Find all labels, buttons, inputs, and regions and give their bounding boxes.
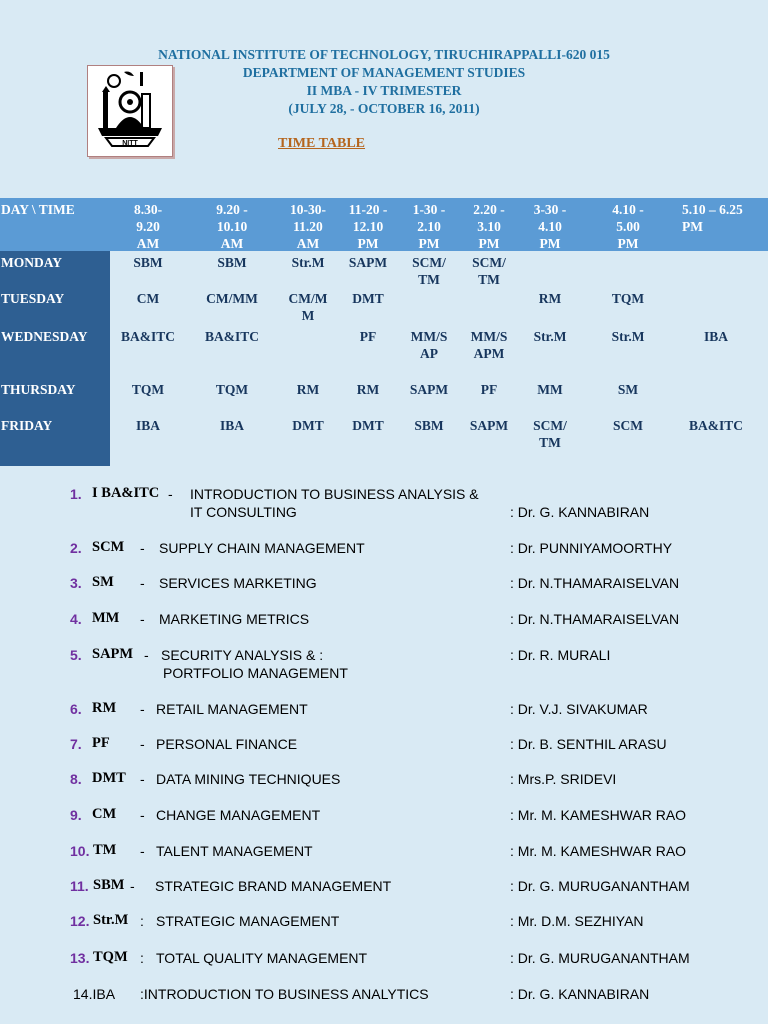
legend-separator: - bbox=[140, 540, 145, 556]
course-cell: TQM bbox=[131, 382, 165, 397]
course-cell: RM bbox=[356, 382, 380, 397]
time-slot-header: 5.10 – 6.25 PM bbox=[682, 202, 743, 234]
time-slot-header: 10-30- 11.20 AM bbox=[290, 202, 326, 251]
page-title: TIME TABLE bbox=[278, 136, 366, 151]
day-label: MONDAY bbox=[0, 251, 110, 287]
legend-professor: : Mr. M. KAMESHWAR RAO bbox=[510, 807, 687, 823]
table-row bbox=[0, 414, 768, 466]
legend-professor: : Mrs.P. SRIDEVI bbox=[510, 771, 617, 787]
legend-number: 13. bbox=[70, 950, 90, 966]
timetable bbox=[0, 198, 768, 466]
legend-description: TOTAL QUALITY MANAGEMENT bbox=[156, 950, 368, 966]
time-slot-header: 3-30 - 4.10 PM bbox=[533, 202, 567, 251]
course-cell: DMT bbox=[352, 418, 384, 433]
date-range: (JULY 28, - OCTOBER 16, 2011) bbox=[288, 101, 480, 116]
time-slot-header: 11-20 - 12.10 PM bbox=[348, 202, 388, 251]
course-cell: BA&ITC bbox=[688, 418, 743, 433]
course-cell: SCM/ TM bbox=[472, 255, 506, 287]
course-cell: CM bbox=[136, 291, 160, 306]
legend-separator: - bbox=[140, 701, 145, 717]
course-cell: MM/S AP bbox=[410, 329, 448, 361]
legend-number: 11. bbox=[70, 878, 89, 894]
legend-abbreviation: PF bbox=[92, 735, 110, 751]
legend-professor: : Dr. G. MURUGANANTHAM bbox=[510, 950, 690, 966]
course-cell: RM bbox=[538, 291, 562, 306]
course-cell: DMT bbox=[352, 291, 384, 306]
legend-description: SERVICES MARKETING bbox=[159, 575, 317, 591]
legend-number: 5. bbox=[70, 647, 82, 663]
legend-separator: - bbox=[140, 771, 145, 787]
course-cell: BA&ITC bbox=[204, 329, 259, 344]
legend-separator: - bbox=[130, 878, 135, 894]
day-label: WEDNESDAY bbox=[0, 325, 110, 378]
course-cell: SAPM bbox=[348, 255, 388, 270]
legend-number: 4. bbox=[70, 611, 82, 627]
legend-abbreviation: SM bbox=[92, 574, 114, 590]
legend-description: SECURITY ANALYSIS & : bbox=[161, 647, 324, 663]
course-cell: RM bbox=[296, 382, 320, 397]
legend-abbreviation: SAPM bbox=[92, 646, 134, 662]
legend-description: CHANGE MANAGEMENT bbox=[156, 807, 321, 823]
course-cell: SBM bbox=[133, 255, 163, 270]
legend-separator: - bbox=[168, 486, 173, 502]
legend-abbreviation: SCM bbox=[92, 539, 125, 555]
legend-description: TALENT MANAGEMENT bbox=[156, 843, 313, 859]
legend-number: 3. bbox=[70, 575, 82, 591]
legend-separator: - bbox=[140, 611, 145, 627]
course-cell: SAPM bbox=[409, 382, 449, 397]
legend-number: 12. bbox=[70, 913, 90, 929]
logo-text: NITT bbox=[122, 140, 138, 147]
course-cell: IBA bbox=[703, 329, 728, 344]
legend-description: MARKETING METRICS bbox=[159, 611, 310, 627]
course-cell: SBM bbox=[217, 255, 247, 270]
legend-abbreviation: SBM bbox=[93, 877, 125, 893]
legend-abbreviation: DMT bbox=[92, 770, 126, 786]
legend-separator: : bbox=[140, 913, 144, 929]
course-cell: SCM/ TM bbox=[412, 255, 446, 287]
time-slot-header: 9.20 - 10.10 AM bbox=[216, 202, 248, 251]
legend-professor: : Dr. R. MURALI bbox=[510, 647, 611, 663]
legend-professor: : Dr. B. SENTHIL ARASU bbox=[510, 736, 667, 752]
course-cell: Str.M bbox=[291, 255, 325, 270]
legend-professor: : Dr. G. KANNABIRAN bbox=[510, 986, 650, 1002]
course-cell: SM bbox=[617, 382, 639, 397]
time-slot-header: 4.10 - 5.00 PM bbox=[612, 202, 644, 251]
time-slot-header: 2.20 - 3.10 PM bbox=[473, 202, 505, 251]
nitt-emblem-icon bbox=[88, 66, 172, 156]
legend-number: 7. bbox=[70, 736, 82, 752]
course-cell: IBA bbox=[219, 418, 244, 433]
legend-description: SUPPLY CHAIN MANAGEMENT bbox=[159, 540, 365, 556]
course-cell: SCM bbox=[613, 418, 643, 433]
legend-separator: : bbox=[140, 950, 144, 966]
legend-abbreviation: TQM bbox=[93, 949, 128, 965]
course-cell: Str.M bbox=[611, 329, 645, 344]
legend-number: 1. bbox=[70, 486, 82, 502]
legend-description: STRATEGIC MANAGEMENT bbox=[156, 913, 340, 929]
legend-number: 14.IBA bbox=[73, 986, 116, 1002]
legend-description: STRATEGIC BRAND MANAGEMENT bbox=[155, 878, 392, 894]
legend-number: 8. bbox=[70, 771, 82, 787]
legend-separator: - bbox=[140, 575, 145, 591]
course-cell: DMT bbox=[292, 418, 324, 433]
department-name: DEPARTMENT OF MANAGEMENT STUDIES bbox=[242, 65, 526, 80]
legend-description: DATA MINING TECHNIQUES bbox=[156, 771, 341, 787]
legend-professor: : Dr. G. MURUGANANTHAM bbox=[510, 878, 690, 894]
legend-number: 2. bbox=[70, 540, 82, 556]
time-slot-header: 8.30- 9.20 AM bbox=[133, 202, 163, 251]
course-cell: PF bbox=[359, 329, 377, 344]
legend-number: 10. bbox=[70, 843, 90, 859]
legend-professor: : Mr. D.M. SEZHIYAN bbox=[510, 913, 644, 929]
day-label: TUESDAY bbox=[0, 287, 110, 325]
legend-professor: : Dr. N.THAMARAISELVAN bbox=[510, 611, 680, 627]
legend-separator: - bbox=[140, 807, 145, 823]
corner-header: DAY \ TIME bbox=[0, 198, 110, 251]
legend-professor: : Mr. M. KAMESHWAR RAO bbox=[510, 843, 687, 859]
legend-abbreviation: I BA&ITC bbox=[92, 485, 160, 501]
legend-description-cont: PORTFOLIO MANAGEMENT bbox=[163, 665, 348, 681]
legend-professor: : Dr. N.THAMARAISELVAN bbox=[510, 575, 680, 591]
table-row bbox=[0, 378, 768, 414]
course-cell: SAPM bbox=[469, 418, 509, 433]
time-header-row bbox=[0, 198, 768, 251]
legend-abbreviation: CM bbox=[92, 806, 117, 822]
course-cell: TQM bbox=[215, 382, 249, 397]
legend-description: INTRODUCTION TO BUSINESS ANALYSIS & bbox=[190, 486, 479, 502]
legend-professor: : Dr. G. KANNABIRAN bbox=[510, 504, 650, 520]
legend-abbreviation: MM bbox=[92, 610, 120, 626]
table-row bbox=[0, 251, 768, 287]
legend-description: PERSONAL FINANCE bbox=[156, 736, 298, 752]
day-label: FRIDAY bbox=[0, 414, 110, 466]
time-slot-header: 1-30 - 2.10 PM bbox=[412, 202, 446, 251]
legend-abbreviation: Str.M bbox=[93, 912, 129, 928]
nitt-logo bbox=[87, 65, 173, 157]
legend-professor: : Dr. V.J. SIVAKUMAR bbox=[510, 701, 648, 717]
table-row bbox=[0, 325, 768, 378]
course-cell: SBM bbox=[414, 418, 444, 433]
legend-professor: : Dr. PUNNIYAMOORTHY bbox=[510, 540, 673, 556]
day-label: THURSDAY bbox=[0, 378, 110, 414]
legend-separator: - bbox=[144, 647, 149, 663]
course-cell: PF bbox=[480, 382, 498, 397]
course-cell: CM/MM bbox=[206, 291, 258, 306]
course-cell: IBA bbox=[135, 418, 160, 433]
institute-name: NATIONAL INSTITUTE OF TECHNOLOGY, TIRUCHIRAPPALLI-620 015 bbox=[158, 47, 610, 62]
program-term: II MBA - IV TRIMESTER bbox=[306, 83, 462, 98]
legend-description: :INTRODUCTION TO BUSINESS ANALYTICS bbox=[140, 986, 429, 1002]
legend-abbreviation: RM bbox=[92, 700, 117, 716]
legend-separator: - bbox=[140, 843, 145, 859]
course-cell: MM/S APM bbox=[470, 329, 508, 361]
legend-description-cont: IT CONSULTING bbox=[190, 504, 297, 520]
legend-number: 6. bbox=[70, 701, 82, 717]
legend-number: 9. bbox=[70, 807, 82, 823]
course-cell: TQM bbox=[611, 291, 645, 306]
legend-description: RETAIL MANAGEMENT bbox=[156, 701, 308, 717]
table-row bbox=[0, 287, 768, 325]
legend-abbreviation: TM bbox=[93, 842, 117, 858]
course-cell: CM/M M bbox=[288, 291, 328, 323]
course-cell: SCM/ TM bbox=[533, 418, 567, 450]
course-cell: MM bbox=[537, 382, 563, 397]
course-cell: BA&ITC bbox=[120, 329, 175, 344]
course-cell: Str.M bbox=[533, 329, 567, 344]
legend-separator: - bbox=[140, 736, 145, 752]
